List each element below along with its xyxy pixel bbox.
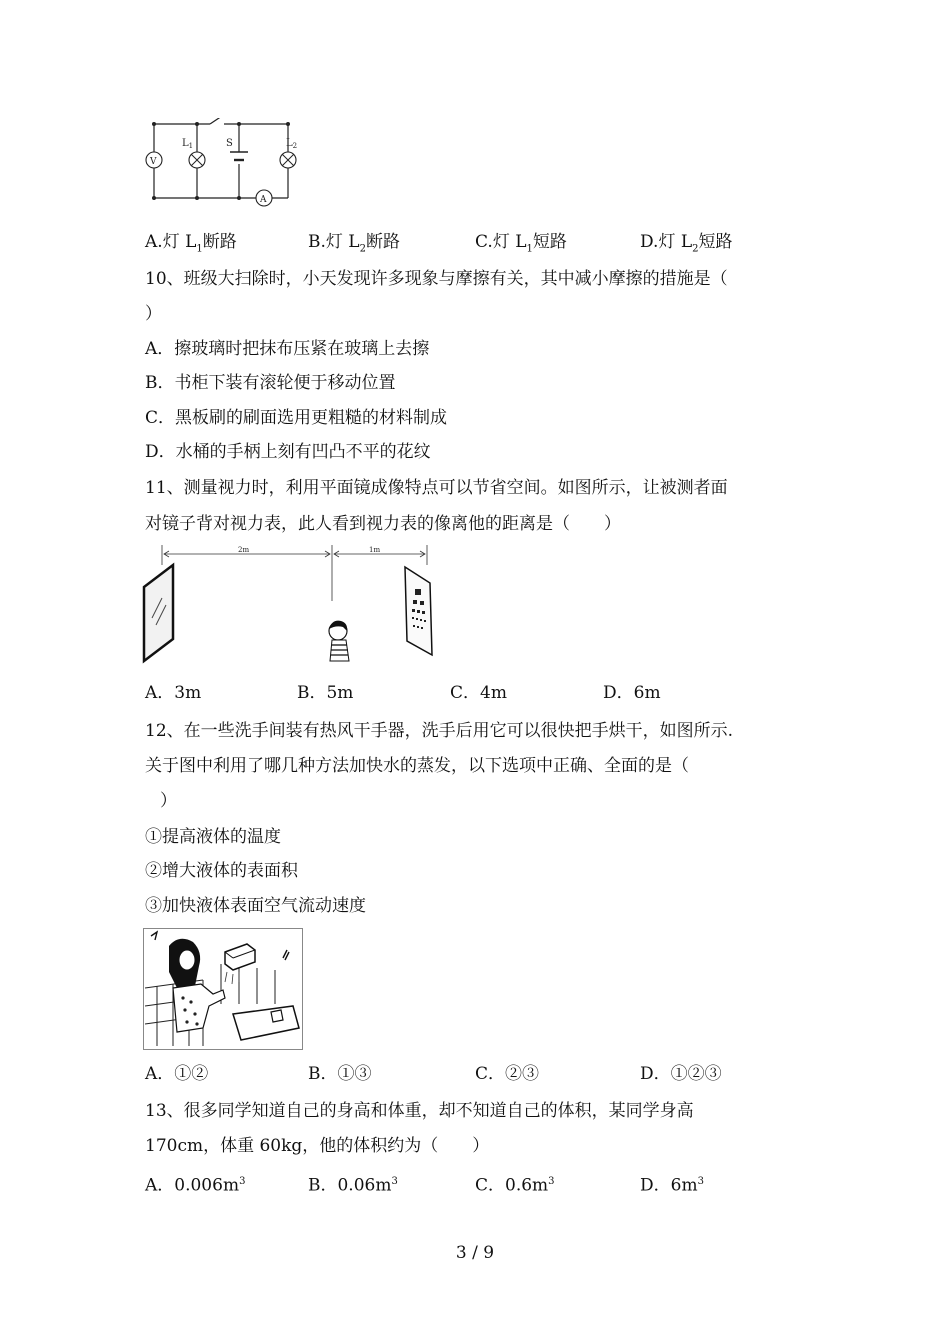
q11-option-a: A．3m bbox=[145, 683, 202, 703]
hand-dryer-illustration bbox=[143, 928, 303, 1050]
q13-option-d: D．$6m^3$ bbox=[640, 1175, 704, 1196]
q13-option-b: B．$0.06m^3$ bbox=[308, 1175, 398, 1196]
q12-option-b: B．①③ bbox=[308, 1064, 372, 1084]
q12-item-1: ①提高液体的温度 bbox=[145, 827, 281, 847]
q10-option-a: A．擦玻璃时把抹布压紧在玻璃上去擦 bbox=[145, 339, 430, 359]
eye-test-diagram bbox=[140, 543, 440, 665]
q10-stem-line2: ） bbox=[145, 304, 162, 324]
q12-option-c: C．②③ bbox=[475, 1064, 540, 1084]
q12-option-a: A．①② bbox=[145, 1064, 209, 1084]
q10-option-d: D．水桶的手柄上刻有凹凸不平的花纹 bbox=[145, 442, 431, 462]
q9-option-d: D.灯 $L_2$短路 bbox=[640, 232, 733, 255]
mirror-icon bbox=[144, 565, 173, 661]
switch-label: S bbox=[226, 138, 233, 149]
q9-option-b: B.灯 $L_2$断路 bbox=[308, 232, 400, 255]
voltmeter-label: V bbox=[150, 157, 157, 167]
q12-item-3: ③加快液体表面空气流动速度 bbox=[145, 896, 366, 916]
q13-stem-line2: 170cm，体重 60kg，他的体积约为（ ） bbox=[145, 1136, 490, 1156]
distance-2m-label: 2m bbox=[238, 546, 250, 554]
distance-1m-label: 1m bbox=[369, 546, 381, 554]
ammeter-label: A bbox=[260, 195, 267, 205]
q11-stem-line1: 11、测量视力时，利用平面镜成像特点可以节省空间。如图所示，让被测者面 bbox=[145, 478, 728, 498]
q9-option-c: C.灯 $L_1$短路 bbox=[475, 232, 567, 255]
q13-stem-line1: 13、很多同学知道自己的身高和体重，却不知道自己的体积，某同学身高 bbox=[145, 1101, 694, 1121]
page-number: 3 / 9 bbox=[455, 1243, 495, 1263]
q11-option-b: B．5m bbox=[297, 683, 354, 703]
q12-option-d: D．①②③ bbox=[640, 1064, 722, 1084]
svg-text:L2: $L_2$ bbox=[286, 138, 298, 150]
q10-option-b: B．书柜下装有滚轮便于移动位置 bbox=[145, 373, 396, 393]
circuit-diagram bbox=[140, 118, 310, 210]
person-icon bbox=[329, 621, 349, 661]
q11-option-c: C．4m bbox=[450, 683, 507, 703]
q12-item-2: ②增大液体的表面积 bbox=[145, 861, 298, 881]
q11-option-d: D．6m bbox=[603, 683, 661, 703]
q10-option-c: C．黑板刷的刷面选用更粗糙的材料制成 bbox=[145, 408, 448, 428]
q11-stem-line2: 对镜子背对视力表，此人看到视力表的像离他的距离是（ ） bbox=[145, 514, 621, 534]
eye-chart-icon bbox=[405, 567, 432, 655]
svg-text:L1: $L_1$ bbox=[182, 138, 194, 150]
q12-stem-line3: ） bbox=[160, 791, 177, 811]
q13-option-c: C．$0.6m^3$ bbox=[475, 1175, 555, 1196]
q12-stem-line2: 关于图中利用了哪几种方法加快水的蒸发，以下选项中正确、全面的是（ bbox=[145, 756, 689, 776]
q9-option-a: A.灯 $L_1$断路 bbox=[145, 232, 237, 255]
q13-option-a: A．$0.006m^3$ bbox=[145, 1175, 246, 1196]
q12-stem-line1: 12、在一些洗手间装有热风干手器，洗手后用它可以很快把手烘干，如图所示. bbox=[145, 721, 734, 741]
q10-stem-line1: 10、班级大扫除时，小天发现许多现象与摩擦有关，其中减小摩擦的措施是（ bbox=[145, 269, 728, 289]
